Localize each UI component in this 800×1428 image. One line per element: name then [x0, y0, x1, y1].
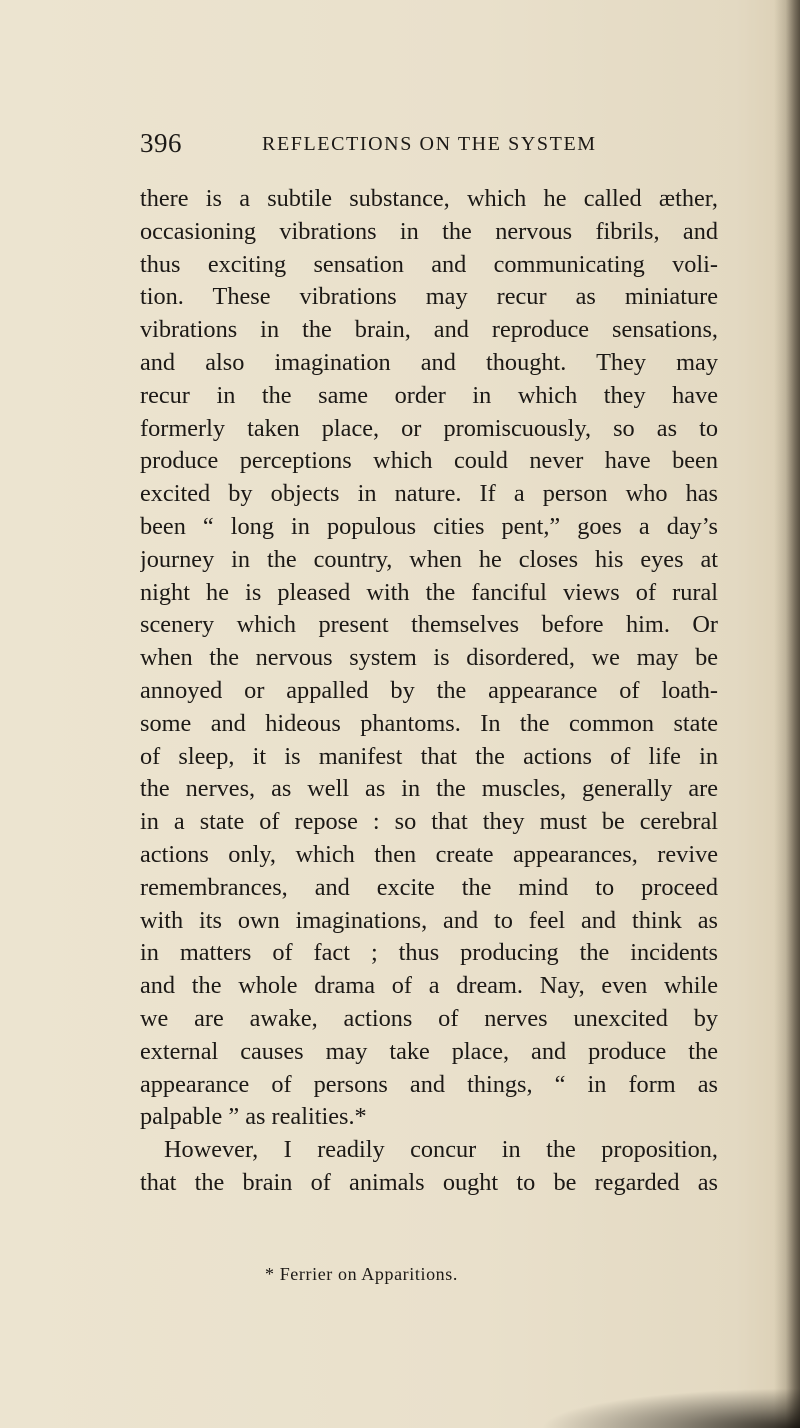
text-line: scenery which present themselves before him. Or — [140, 611, 718, 639]
text-line: produce perceptions which could never have been — [140, 447, 718, 475]
text-line: and the whole drama of a dream. Nay, even while — [140, 972, 718, 1000]
page-number: 396 — [140, 128, 182, 158]
text-line: appearance of persons and things, “ in form as — [140, 1070, 718, 1098]
text-line: when the nervous system is disordered, we may be — [140, 644, 718, 672]
running-title: REFLECTIONS ON THE SYSTEM — [262, 133, 597, 155]
text-line: the nerves, as well as in the muscles, generally are — [140, 775, 718, 803]
text-line: palpable ” as realities.* — [140, 1103, 367, 1131]
page-header — [140, 128, 720, 168]
text-line: external causes may take place, and produce the — [140, 1037, 718, 1065]
text-line: formerly taken place, or promiscuously, so as to — [140, 414, 718, 442]
text-line: with its own imaginations, and to feel and think as — [140, 906, 718, 934]
text-line: that the brain of animals ought to be regarded as — [140, 1168, 718, 1196]
text-line: However, I readily concur in the proposition, — [164, 1136, 718, 1164]
text-line: recur in the same order in which they have — [140, 381, 718, 409]
page-edge-shadow — [774, 0, 800, 1428]
footnote: * Ferrier on Apparitions. — [265, 1264, 458, 1284]
text-line: in a state of repose : so that they must be cerebral — [140, 808, 718, 836]
text-line: and also imagination and thought. They may — [140, 348, 718, 376]
text-line: vibrations in the brain, and reproduce sensations, — [140, 316, 718, 344]
text-line: excited by objects in nature. If a person who has — [140, 480, 718, 508]
text-line: of sleep, it is manifest that the actions of life in — [140, 742, 718, 770]
text-line: there is a subtile substance, which he called æther, — [140, 185, 718, 212]
text-line: remembrances, and excite the mind to proceed — [140, 873, 718, 901]
body-text — [140, 183, 718, 1200]
text-line: night he is pleased with the fanciful views of rural — [140, 578, 718, 606]
text-line: annoyed or appalled by the appearance of loath- — [140, 676, 718, 704]
text-line: in matters of fact ; thus producing the incidents — [140, 939, 718, 967]
text-line: some and hideous phantoms. In the common state — [140, 709, 718, 737]
text-line: been “ long in populous cities pent,” goes a day’s — [140, 512, 718, 540]
text-line: tion. These vibrations may recur as miniature — [140, 283, 718, 311]
text-line: journey in the country, when he closes his eyes at — [140, 545, 718, 573]
corner-shadow — [540, 1388, 800, 1428]
text-line: we are awake, actions of nerves unexcited by — [140, 1004, 718, 1032]
text-line: actions only, which then create appearances, revive — [140, 840, 718, 868]
text-line: occasioning vibrations in the nervous fibrils, and — [140, 217, 718, 245]
text-line: thus exciting sensation and communicating voli- — [140, 250, 718, 278]
